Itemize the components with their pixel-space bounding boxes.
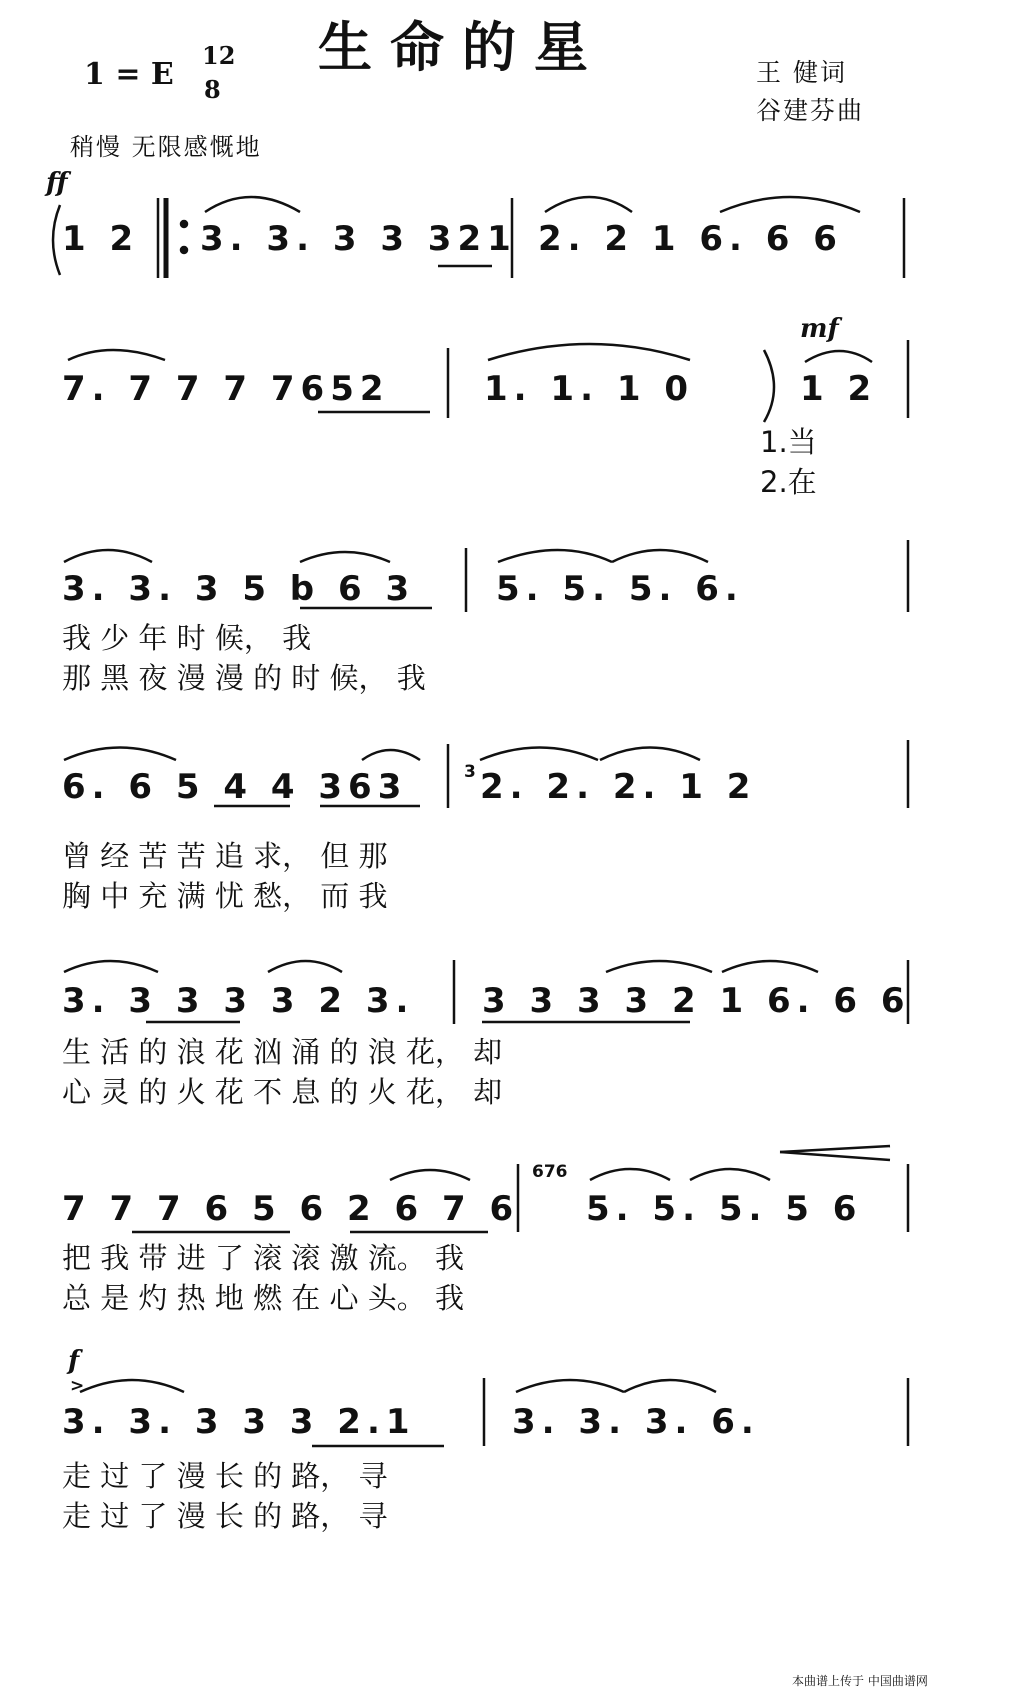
slur [480,748,598,761]
row2-pickup: 1 2 [800,369,878,409]
slur [64,748,176,761]
row1-measure2: 2. 2 1 6. 6 6 [538,219,843,259]
slur [268,961,342,972]
slur [612,550,708,562]
slur [390,1170,470,1180]
slur [606,961,712,972]
row7-measure1: 3. 3. 3 3 3 2.1 [62,1402,416,1442]
tempo-marking: 稍慢 无限感慨地 [70,133,262,161]
row6-lyric-verse2: 总 是 灼 热 地 燃 在 心 头。 我 [62,1281,464,1315]
row6-grace-notes: 676 [532,1162,568,1182]
accent-mark: > [70,1376,85,1396]
dynamic-ff: ff [46,168,68,198]
lyricist-credit: 王 健词 [756,58,847,87]
slur [300,552,390,562]
key-signature: 1 = E [84,57,174,92]
slur [720,197,860,212]
slur [545,197,632,212]
row5-lyric-verse1: 生 活 的 浪 花 汹 涌 的 浪 花， 却 [62,1035,503,1069]
row6-measure2: 5. 5. 5. 5 6 [586,1189,863,1229]
row3-measure1: 3. 3. 3 5 b 6 3 [62,569,416,609]
opening-parenthesis [53,205,60,275]
row5-measure2: 3 3 3 3 2 1 6. 6 6 [482,981,911,1021]
row4-grace-note: 3 [464,762,476,782]
row4-measure2: 2. 2. 2. 1 2 [480,767,757,807]
slur [624,1380,716,1392]
row3-lyric-verse1: 我 少 年 时 候， 我 [62,621,312,655]
meter-numerator: 12 [202,41,236,70]
slur [690,1169,770,1180]
slur [590,1169,670,1180]
row5-measure1: 3. 3 3 3 3 2 3. [62,981,415,1021]
slur [600,748,700,761]
slur [64,961,158,972]
slur [64,550,152,562]
row3-lyric-verse2: 那 黑 夜 漫 漫 的 时 候， 我 [62,661,426,695]
meter-denominator: 8 [204,75,221,104]
row2-measure2: 1. 1. 1 0 [484,369,694,409]
slur [722,961,818,972]
closing-parenthesis [764,350,774,422]
dynamic-mf: mf [800,314,839,344]
repeat-dot-lower [181,247,187,253]
dynamic-f: f [68,1346,80,1376]
slur [516,1380,624,1392]
row6-lyric-verse1: 把 我 带 进 了 滚 滚 激 流。 我 [62,1241,464,1275]
footer-credit: 本曲谱上传于 中国曲谱网 [792,1674,928,1688]
slur [498,550,612,562]
composer-credit: 谷建芬曲 [756,96,865,125]
row5-lyric-verse2: 心 灵 的 火 花 不 息 的 火 花， 却 [62,1075,503,1109]
row1-intro-notes: 1 2 [62,219,140,259]
slur [362,750,420,760]
row4-measure1: 6. 6 5 4 4 363 [62,767,408,807]
slur [488,344,690,360]
slur [205,197,300,212]
slur [68,350,165,360]
row6-measure1: 7 7 7 6 5 6 2 6 7 6 [62,1189,520,1229]
row4-lyric-verse1: 曾 经 苦 苦 追 求， 但 那 [62,839,388,873]
row7-lyric-verse1: 走 过 了 漫 长 的 路， 寻 [62,1459,388,1493]
row4-lyric-verse2: 胸 中 充 满 忧 愁， 而 我 [62,879,388,913]
row2-lyric-verse2: 2.在 [760,465,817,499]
slur [805,351,872,362]
row7-measure2: 3. 3. 3. 6. [512,1402,760,1442]
slur [80,1380,184,1392]
row3-measure2: 5. 5. 5. 6. [496,569,744,609]
crescendo-hairpin [780,1152,890,1160]
song-title: 生命的星 [318,15,606,79]
row1-measure1: 3. 3. 3 3 321 [200,219,517,259]
row2-measure1: 7. 7 7 7 7652 [62,369,390,409]
row7-lyric-verse2: 走 过 了 漫 长 的 路， 寻 [62,1499,388,1533]
crescendo-hairpin [780,1146,890,1152]
row2-lyric-verse1: 1.当 [760,425,817,459]
repeat-dot-upper [181,221,187,227]
